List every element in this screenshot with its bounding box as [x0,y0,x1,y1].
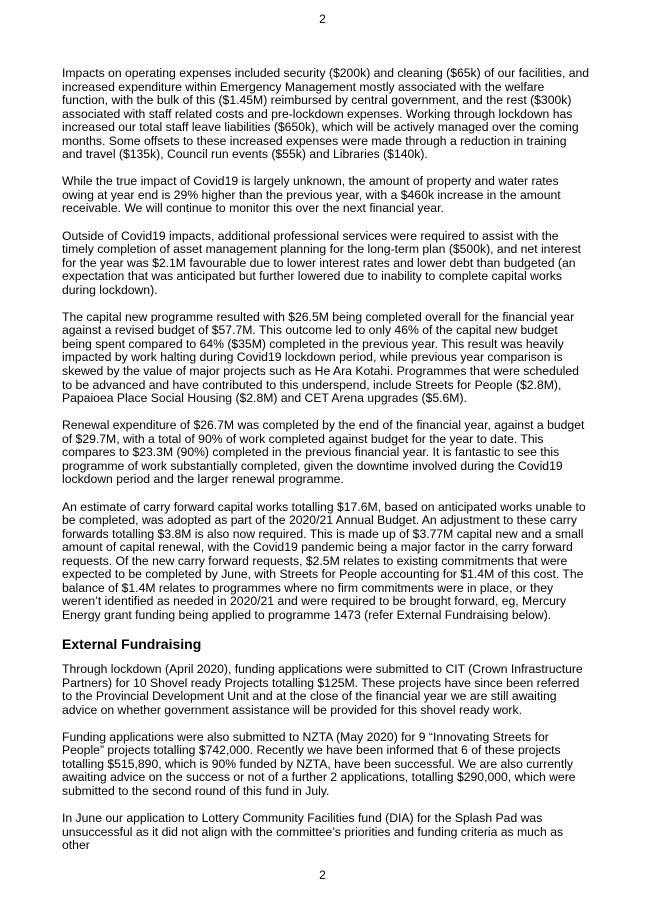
document-body [62,67,590,866]
paragraph-nzta-funding: Funding applications were also submitted to NZTA (May 2020) for 9 “Innovating Streets for People” projects totalling $742,000. Recently we have been informed that 6 of these projects totalling $515,890, which is 90% funded by NZTA, have been successful. We are also currently awaiting advice on the success or not of a further 2 applications, totalling $290,000, which were submitted to the second round of this fund in July. [62,729,576,798]
page-number-bottom: 2 [319,868,326,882]
section-heading-external-fundraising: External Fundraising [62,635,202,652]
paragraph-operating-expenses: Impacts on operating expenses included security ($200k) and cleaning ($65k) of our facilities, and increased expenditure within Emergency Management mostly associated with the welfare function, with the bulk of this ($1.45M) reimbursed by central government, and the rest ($300k) associated with staff related costs and pre-lockdown expenses. Working through lockdown has increased our total staff leave liabilities ($650k), which will be actively managed over the coming months. Some offsets to these increased expenses were made through a reduction in training and travel ($135k), Council run events ($55k) and Libraries ($140k). [62,66,590,162]
paragraph-capital-new-programme: The capital new programme resulted with $26.5M being completed overall for the financial year against a revised budget of $57.7M. This outcome led to only 46% of the capital new budget being spent compared to 64% ($35M) completed in the previous year. This result was heavily impacted by work halting during Covid19 lockdown period, while previous year comparison is skewed by the value of major projects such as He Ara Kotahi. Programmes that were scheduled to be advanced and have contributed to this underspend, include Streets for People ($2.8M), Papaioea Place Social Housing ($2.8M) and CET Arena upgrades ($5.6M). [62,309,579,406]
paragraph-lottery-splash-pad: In June our application to Lottery Community Facilities fund (DIA) for the Splash Pad was unsuccessful as it did not align with the committee’s priorities and funding criteria as much as other [62,810,564,853]
paragraph-shovel-ready: Through lockdown (April 2020), funding applications were submitted to CIT (Crown Infrastructure Partners) for 10 Shovel ready Projects totalling $125M. These projects have since been referred to the Provincial Development Unit and at the close of the financial year we are still awaiting advice on whether government assistance will be provided for this shovel ready work. [62,661,583,717]
paragraph-professional-services: Outside of Covid19 impacts, additional professional services were required to assist with the timely completion of asset management planning for the long-term plan ($500k), and net interest for the year was $2.1M favourable due to lower interest rates and lower debt than budgeted (an expectation that was anticipated but further lowered due to inability to complete capital works during lockdown). [62,228,581,297]
paragraph-carry-forward: An estimate of carry forward capital works totalling $17.6M, based on anticipated works unable to be completed, was adopted as part of the 2020/21 Annual Budget. An adjustment to these carry forwards totalling $3.8M is also now required. This is made up of $3.77M capital new and a small amount of capital renewal, with the Covid19 pandemic being a major factor in the carry forward requests. Of the new carry forward requests, $2.5M relates to existing commitments that were expected to be completed by June, with Streets for People accounting for $1.4M of this cost. The balance of $1.4M relates to programmes where no firm commitments were in place, or they weren’t identified as needed in 2020/21 and were required to be brought forward, eg, Mercury Energy grant funding being applied to programme 1473 (refer External Fundraising below). [62,499,586,622]
paragraph-renewal-expenditure: Renewal expenditure of $26.7M was completed by the end of the financial year, against a budget of $29.7M, with a total of 90% of work completed against budget for the year to date. This compares to $23.3M (90%) completed in the previous financial year. It is fantastic to see this programme of work substantially completed, given the downtime involved during the Covid19 lockdown period and the larger renewal programme. [62,418,585,487]
page-number-top: 2 [319,12,326,26]
paragraph-rates-owing: While the true impact of Covid19 is largely unknown, the amount of property and water rates owing at year end is 29% higher than the previous year, with a $460k increase in the amount receivable. We will continue to monitor this over the next financial year. [62,174,561,216]
